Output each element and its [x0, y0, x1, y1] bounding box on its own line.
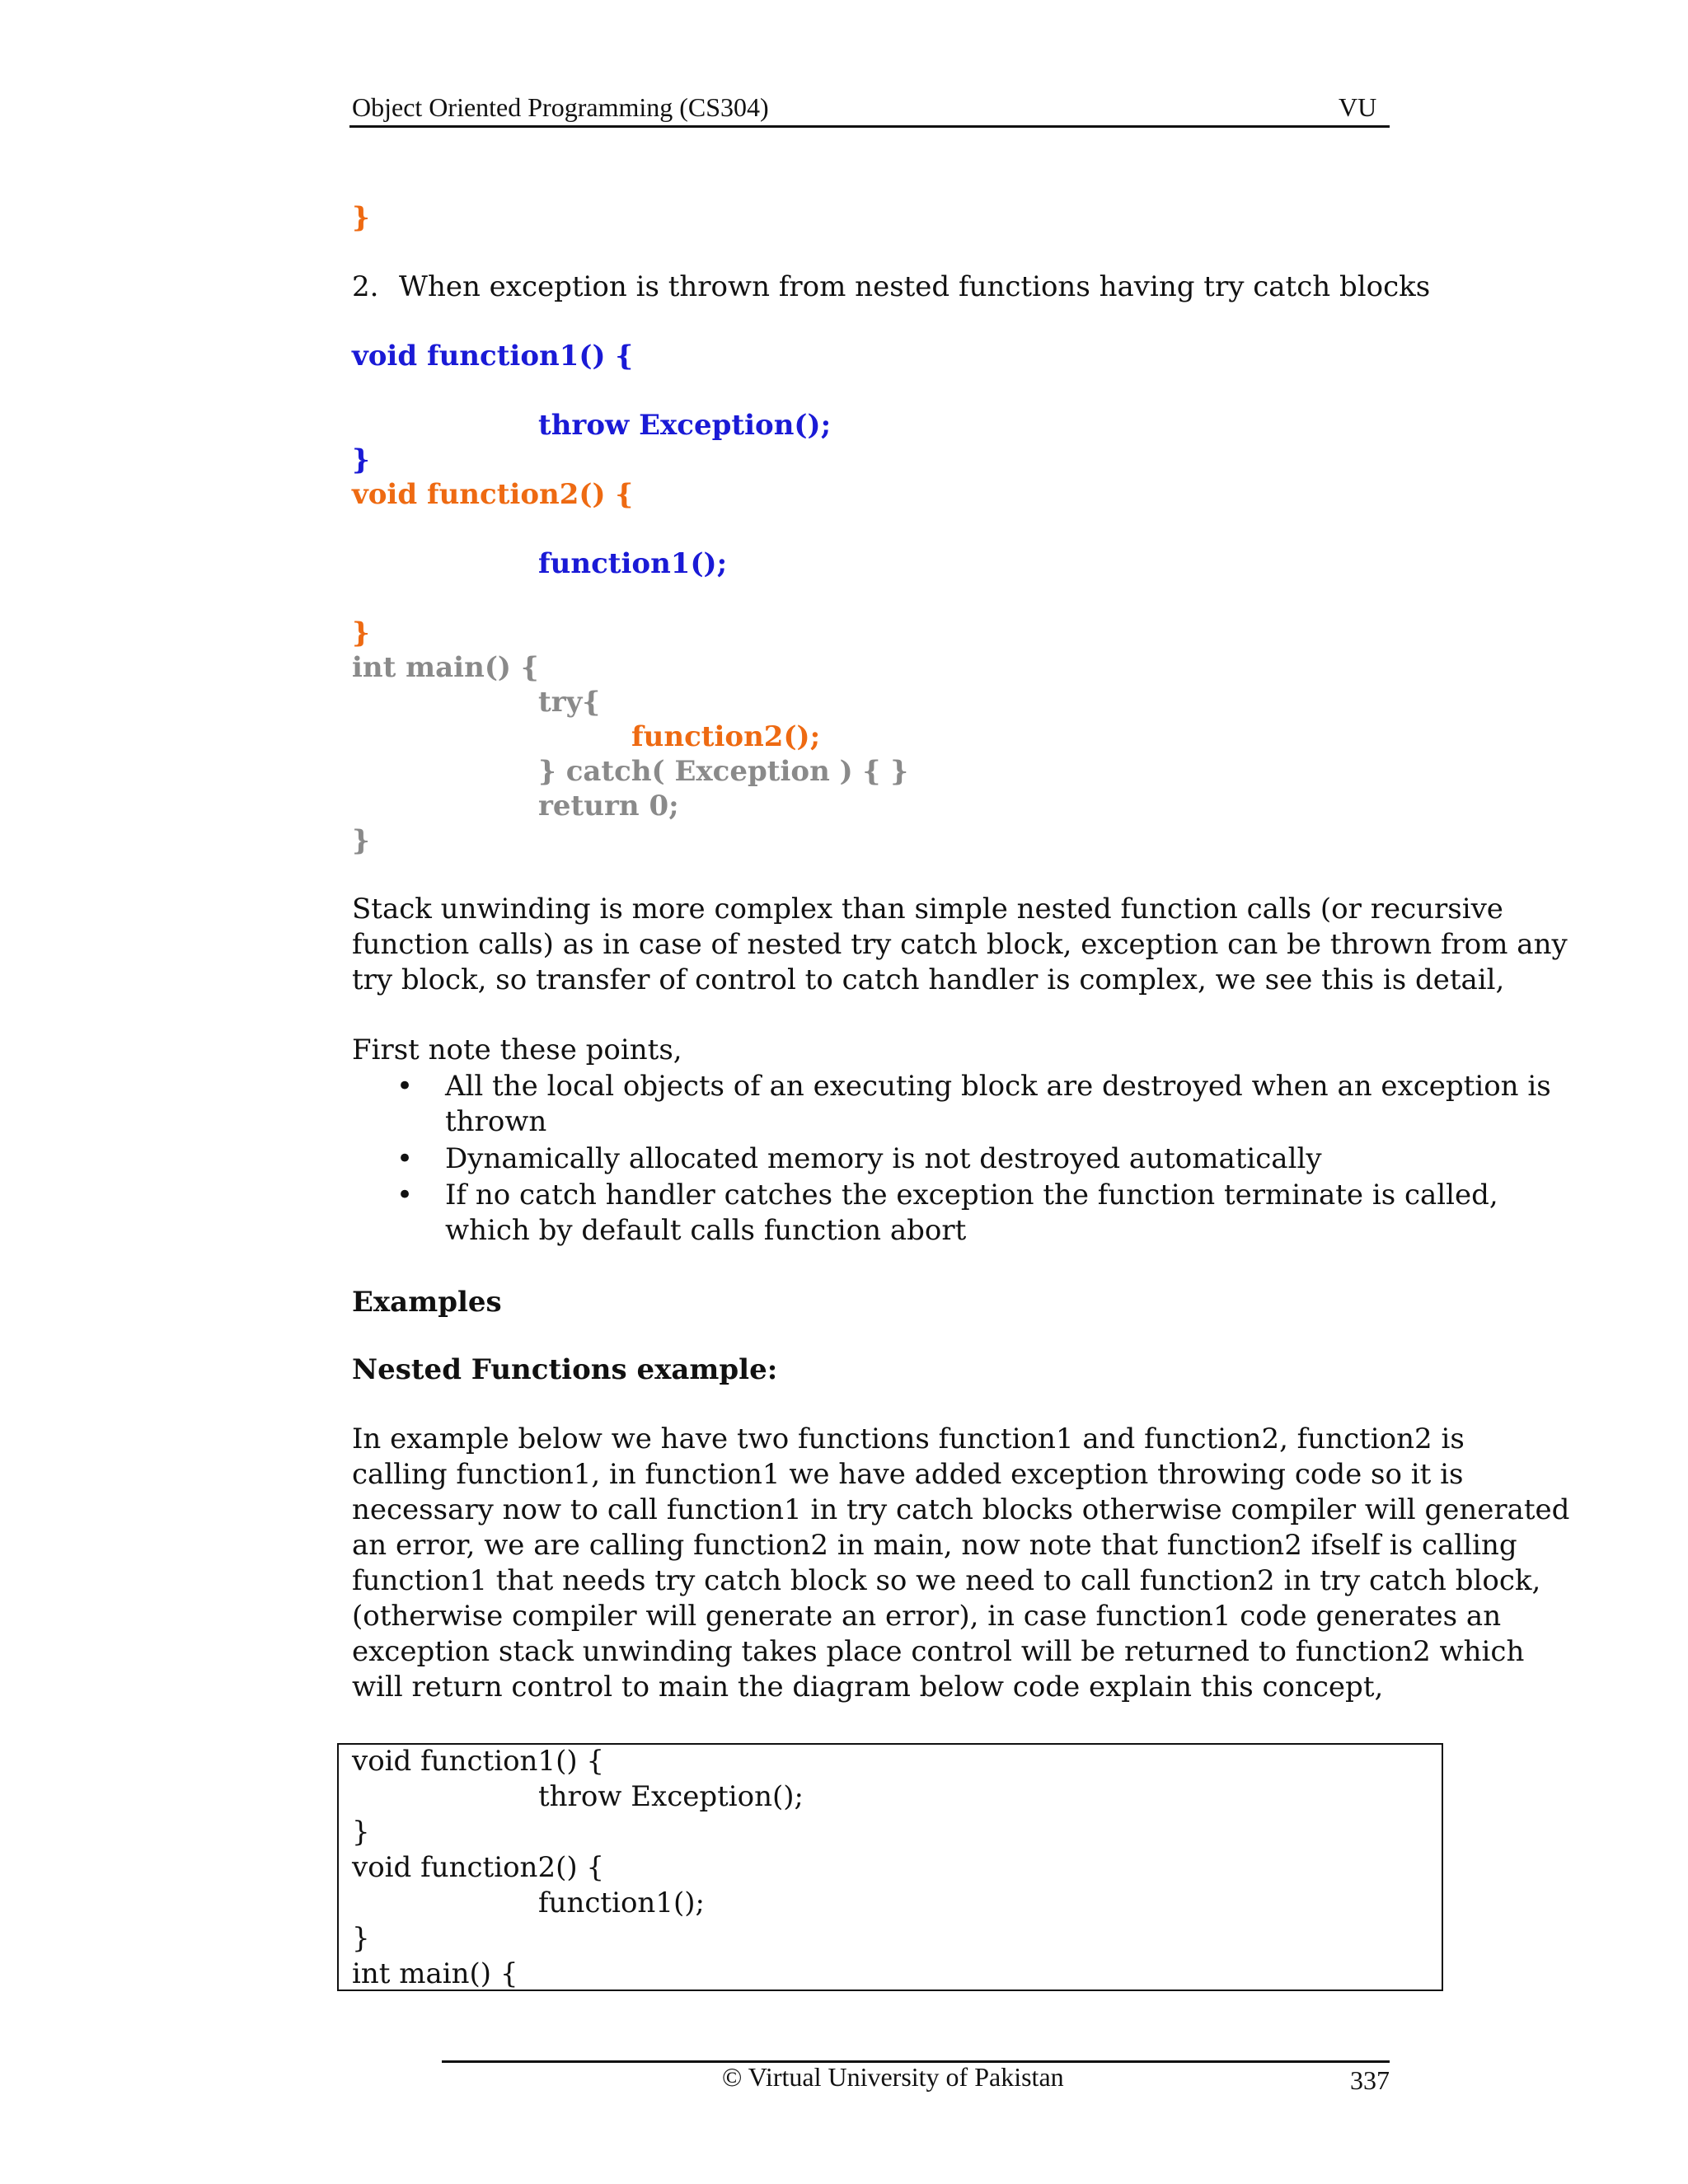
code-line: int main() { [352, 651, 539, 684]
code-line: void function1() { [352, 340, 634, 373]
list-item-text: When exception is thrown from nested functions having try catch blocks [399, 270, 1431, 303]
header-course-title: Object Oriented Programming (CS304) [352, 92, 769, 122]
code-line: } [352, 616, 370, 649]
bullet-text: thrown [445, 1105, 547, 1138]
paragraph-line: Stack unwinding is more complex than simple nested function calls (or recursive [352, 893, 1503, 926]
bullet-dot-icon: • [396, 1070, 414, 1103]
points-intro: First note these points, [352, 1033, 682, 1066]
bullet-text: Dynamically allocated memory is not destroyed automatically [445, 1142, 1322, 1175]
code-line: function1(); [538, 547, 728, 580]
bullet-text: If no catch handler catches the exception the function terminate is called, [445, 1179, 1498, 1212]
paragraph-line: exception stack unwinding takes place control will be returned to function2 which [352, 1635, 1525, 1668]
code-line: void function2() { [352, 478, 634, 511]
paragraph-line: function1 that needs try catch block so we need to call function2 in try catch block, [352, 1564, 1541, 1597]
code-box-line: } [352, 1816, 370, 1849]
footer-copyright: © Virtual University of Pakistan [722, 2062, 1064, 2092]
paragraph-line: function calls) as in case of nested try catch block, exception can be thrown from any [352, 928, 1568, 961]
header-rule [349, 125, 1390, 128]
code-box-line: throw Exception(); [538, 1780, 804, 1813]
header-vu: VU [1339, 92, 1377, 122]
code-box-line: } [352, 1922, 370, 1955]
code-line: } catch( Exception ) { } [538, 755, 909, 788]
paragraph-line: necessary now to call function1 in try catch blocks otherwise compiler will generated [352, 1493, 1570, 1526]
bullet-dot-icon: • [396, 1142, 414, 1175]
code-box-line: int main() { [352, 1957, 518, 1990]
paragraph-line: will return control to main the diagram below code explain this concept, [352, 1671, 1384, 1704]
list-item-number: 2. [352, 270, 379, 303]
nested-functions-heading: Nested Functions example: [352, 1353, 778, 1386]
code-line: throw Exception(); [538, 409, 832, 442]
code-line: try{ [538, 686, 601, 719]
code-box-line: function1(); [538, 1886, 705, 1919]
paragraph-line: an error, we are calling function2 in main, now note that function2 ifself is calling [352, 1529, 1517, 1562]
code-box-line: void function2() { [352, 1851, 605, 1884]
paragraph-line: calling function1, in function1 we have added exception throwing code so it is [352, 1458, 1464, 1491]
code-box-line: void function1() { [352, 1745, 605, 1778]
code-line: return 0; [538, 790, 679, 823]
bullet-dot-icon: • [396, 1179, 414, 1212]
examples-heading: Examples [352, 1286, 502, 1319]
code-closing-brace: } [352, 201, 370, 234]
code-line: } [352, 824, 370, 857]
bullet-text: which by default calls function abort [445, 1214, 967, 1247]
code-line: function2(); [631, 720, 821, 753]
page-number: 337 [1350, 2065, 1390, 2095]
code-line: } [352, 443, 370, 476]
paragraph-line: In example below we have two functions function1 and function2, function2 is [352, 1422, 1465, 1455]
paragraph-line: try block, so transfer of control to catch handler is complex, we see this is detail, [352, 963, 1505, 996]
paragraph-line: (otherwise compiler will generate an error), in case function1 code generates an [352, 1600, 1502, 1633]
bullet-text: All the local objects of an executing block are destroyed when an exception is [445, 1070, 1551, 1103]
